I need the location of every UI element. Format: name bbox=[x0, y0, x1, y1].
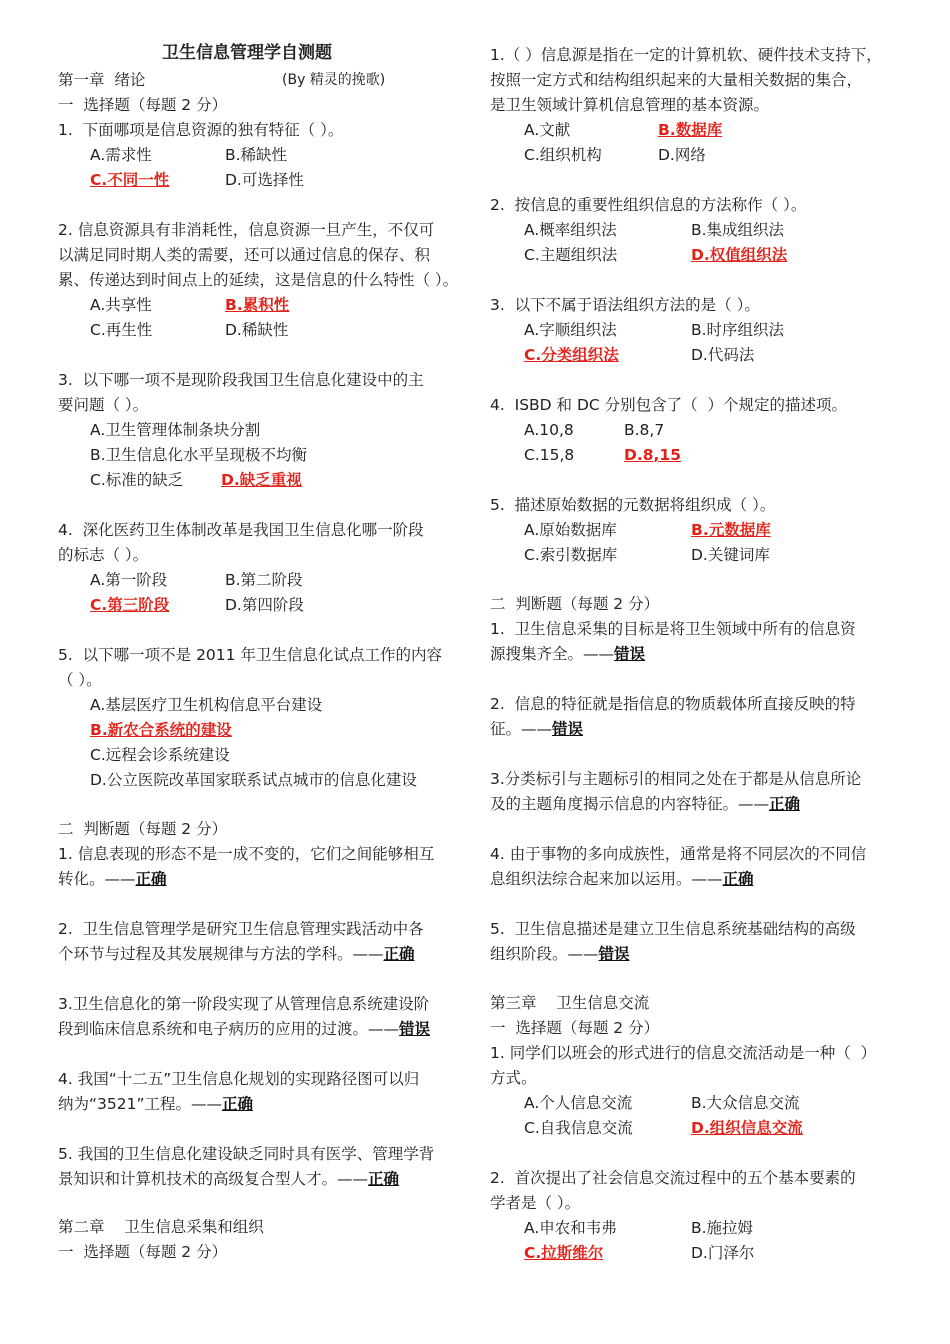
option-b: B.卫生信息化水平呈现极不均衡 bbox=[90, 446, 308, 464]
tf-stem: 3.卫生信息化的第一阶段实现了从管理信息系统建设阶 bbox=[58, 995, 430, 1013]
option-a: A.基层医疗卫生机构信息平台建设 bbox=[90, 696, 323, 714]
option-a: A.第一阶段 bbox=[90, 571, 168, 589]
tf-answer: 错误 bbox=[399, 1020, 431, 1038]
question-stem: 1.（ ）信息源是指在一定的计算机软、硬件技术支持下， bbox=[490, 46, 882, 64]
question-stem: 5. 以下哪一项不是 2011 年卫生信息化试点工作的内容 bbox=[58, 646, 442, 664]
tf-stem: 5. 卫生信息描述是建立卫生信息系统基础结构的高级 bbox=[490, 920, 856, 938]
question-stem: 5. 描述原始数据的元数据将组织成（ ）。 bbox=[490, 496, 776, 514]
tf-answer: 错误 bbox=[552, 720, 584, 738]
option-d: D.公立医院改革国家联系试点城市的信息化建设 bbox=[90, 771, 417, 789]
tf-stem-end: 组织阶段。——错误 bbox=[490, 945, 630, 963]
option-b: B.时序组织法 bbox=[691, 321, 785, 339]
chapter3-heading: 第三章 卫生信息交流 bbox=[490, 994, 650, 1012]
option-c-answer: C.不同一性 bbox=[90, 171, 170, 189]
option-c-answer: C.分类组织法 bbox=[524, 346, 619, 364]
option-d: D.关键词库 bbox=[691, 546, 770, 564]
section-tf-heading: 二 判断题（每题 2 分） bbox=[490, 595, 660, 613]
option-c: C.组织机构 bbox=[524, 146, 602, 164]
question-stem: 学者是（ ）。 bbox=[490, 1194, 581, 1212]
option-a: A.卫生管理体制条块分割 bbox=[90, 421, 261, 439]
tf-stem: 4. 由于事物的多向成族性，通常是将不同层次的不同信 bbox=[490, 845, 867, 863]
section-choice-heading: 一 选择题（每题 2 分） bbox=[490, 1019, 660, 1037]
tf-answer: 错误 bbox=[598, 945, 630, 963]
option-c: C.15,8 bbox=[524, 446, 575, 464]
tf-answer: 正确 bbox=[722, 870, 754, 888]
option-d-answer: D.8,15 bbox=[624, 446, 681, 464]
option-d-answer: D.权值组织法 bbox=[691, 246, 788, 264]
option-d: D.网络 bbox=[658, 146, 706, 164]
chapter2-heading: 第二章 卫生信息采集和组织 bbox=[58, 1218, 264, 1236]
question-stem: 方式。 bbox=[490, 1069, 537, 1087]
tf-stem: 3.分类标引与主题标引的相同之处在于都是从信息所论 bbox=[490, 770, 862, 788]
tf-answer: 错误 bbox=[614, 645, 646, 663]
option-a: A.共享性 bbox=[90, 296, 152, 314]
option-c: C.远程会诊系统建设 bbox=[90, 746, 230, 764]
chapter1-heading: 第一章 绪论 bbox=[58, 71, 146, 89]
option-b: B.大众信息交流 bbox=[691, 1094, 800, 1112]
option-c: C.再生性 bbox=[90, 321, 153, 339]
option-a: A.个人信息交流 bbox=[524, 1094, 633, 1112]
tf-stem-end: 征。——错误 bbox=[490, 720, 584, 738]
question-stem: 1. 同学们以班会的形式进行的信息交流活动是一种（ ） bbox=[490, 1044, 877, 1062]
option-a: A.申农和韦弗 bbox=[524, 1219, 617, 1237]
option-b-answer: B.元数据库 bbox=[691, 521, 771, 539]
question-stem: 是卫生领域计算机信息管理的基本资源。 bbox=[490, 96, 770, 114]
option-b: B.施拉姆 bbox=[691, 1219, 754, 1237]
option-b: B.8,7 bbox=[624, 421, 665, 439]
option-a: A.概率组织法 bbox=[524, 221, 617, 239]
option-d: D.可选择性 bbox=[225, 171, 304, 189]
option-c: C.自我信息交流 bbox=[524, 1119, 633, 1137]
tf-stem: 5. 我国的卫生信息化建设缺乏同时具有医学、管理学背 bbox=[58, 1145, 435, 1163]
question-stem: 以满足同时期人类的需要，还可以通过信息的保存、积 bbox=[58, 246, 431, 264]
tf-stem-end: 及的主题角度揭示信息的内容特征。——正确 bbox=[490, 795, 801, 813]
tf-stem-end: 个环节与过程及其发展规律与方法的学科。——正确 bbox=[58, 945, 415, 963]
option-d: D.代码法 bbox=[691, 346, 755, 364]
option-d: D.稀缺性 bbox=[225, 321, 289, 339]
tf-stem: 2. 信息的特征就是指信息的物质载体所直接反映的特 bbox=[490, 695, 856, 713]
tf-stem: 1. 卫生信息采集的目标是将卫生领域中所有的信息资 bbox=[490, 620, 856, 638]
option-b-answer: B.新农合系统的建设 bbox=[90, 721, 232, 739]
option-a: A.需求性 bbox=[90, 146, 152, 164]
option-d-answer: D.组织信息交流 bbox=[691, 1119, 803, 1137]
tf-answer: 正确 bbox=[222, 1095, 254, 1113]
question-stem: 要问题（ ）。 bbox=[58, 396, 149, 414]
option-c: C.标准的缺乏 bbox=[90, 471, 184, 489]
question-stem: 的标志（ ）。 bbox=[58, 546, 149, 564]
option-b-answer: B.数据库 bbox=[658, 121, 723, 139]
option-a: A.10,8 bbox=[524, 421, 574, 439]
document-title: 卫生信息管理学自测题 bbox=[162, 43, 332, 63]
option-d-answer: D.缺乏重视 bbox=[221, 471, 302, 489]
option-a: A.字顺组织法 bbox=[524, 321, 617, 339]
question-stem: 按照一定方式和结构组织起来的大量相关数据的集合， bbox=[490, 71, 863, 89]
option-c-answer: C.第三阶段 bbox=[90, 596, 170, 614]
option-b-answer: B.累积性 bbox=[225, 296, 290, 314]
option-a: A.原始数据库 bbox=[524, 521, 617, 539]
question-stem: 2. 首次提出了社会信息交流过程中的五个基本要素的 bbox=[490, 1169, 856, 1187]
tf-stem-end: 纳为“3521”工程。——正确 bbox=[58, 1095, 254, 1113]
option-c: C.主题组织法 bbox=[524, 246, 618, 264]
option-b: B.稀缺性 bbox=[225, 146, 288, 164]
tf-stem-end: 段到临床信息系统和电子病历的应用的过渡。——错误 bbox=[58, 1020, 431, 1038]
option-a: A.文献 bbox=[524, 121, 571, 139]
tf-stem-end: 源搜集齐全。——错误 bbox=[490, 645, 646, 663]
option-c-answer: C.拉斯维尔 bbox=[524, 1244, 604, 1262]
section-choice-heading: 一 选择题（每题 2 分） bbox=[58, 96, 228, 114]
question-stem: （ ）。 bbox=[58, 671, 102, 689]
question-stem: 2. 按信息的重要性组织信息的方法称作（ ）。 bbox=[490, 196, 807, 214]
tf-answer: 正确 bbox=[368, 1170, 400, 1188]
question-stem: 3. 以下哪一项不是现阶段我国卫生信息化建设中的主 bbox=[58, 371, 424, 389]
tf-stem: 1. 信息表现的形态不是一成不变的，它们之间能够相互 bbox=[58, 845, 435, 863]
tf-answer: 正确 bbox=[383, 945, 415, 963]
option-d: D.第四阶段 bbox=[225, 596, 304, 614]
tf-stem: 2. 卫生信息管理学是研究卫生信息管理实践活动中各 bbox=[58, 920, 424, 938]
option-c: C.索引数据库 bbox=[524, 546, 618, 564]
tf-answer: 正确 bbox=[769, 795, 801, 813]
question-stem: 3. 以下不属于语法组织方法的是（ ）。 bbox=[490, 296, 760, 314]
section-tf-heading: 二 判断题（每题 2 分） bbox=[58, 820, 228, 838]
tf-stem: 4. 我国“十二五”卫生信息化规划的实现路径图可以归 bbox=[58, 1070, 420, 1088]
tf-answer: 正确 bbox=[135, 870, 167, 888]
option-d: D.门泽尔 bbox=[691, 1244, 755, 1262]
tf-stem-end: 转化。——正确 bbox=[58, 870, 167, 888]
question-stem: 4. ISBD 和 DC 分别包含了（ ）个规定的描述项。 bbox=[490, 396, 848, 414]
option-b: B.第二阶段 bbox=[225, 571, 303, 589]
tf-stem-end: 景知识和计算机技术的高级复合型人才。——正确 bbox=[58, 1170, 400, 1188]
question-stem: 4. 深化医药卫生体制改革是我国卫生信息化哪一阶段 bbox=[58, 521, 424, 539]
tf-stem-end: 息组织法综合起来加以运用。——正确 bbox=[490, 870, 754, 888]
section-choice-heading: 一 选择题（每题 2 分） bbox=[58, 1243, 228, 1261]
question-stem: 累、传递达到时间点上的延续，这是信息的什么特性（ ）。 bbox=[58, 271, 459, 289]
author-note: (By 精灵的挽歌) bbox=[282, 72, 386, 88]
question-stem: 1. 下面哪项是信息资源的独有特征（ ）。 bbox=[58, 121, 344, 139]
option-b: B.集成组织法 bbox=[691, 221, 785, 239]
question-stem: 2. 信息资源具有非消耗性，信息资源一旦产生，不仅可 bbox=[58, 221, 435, 239]
